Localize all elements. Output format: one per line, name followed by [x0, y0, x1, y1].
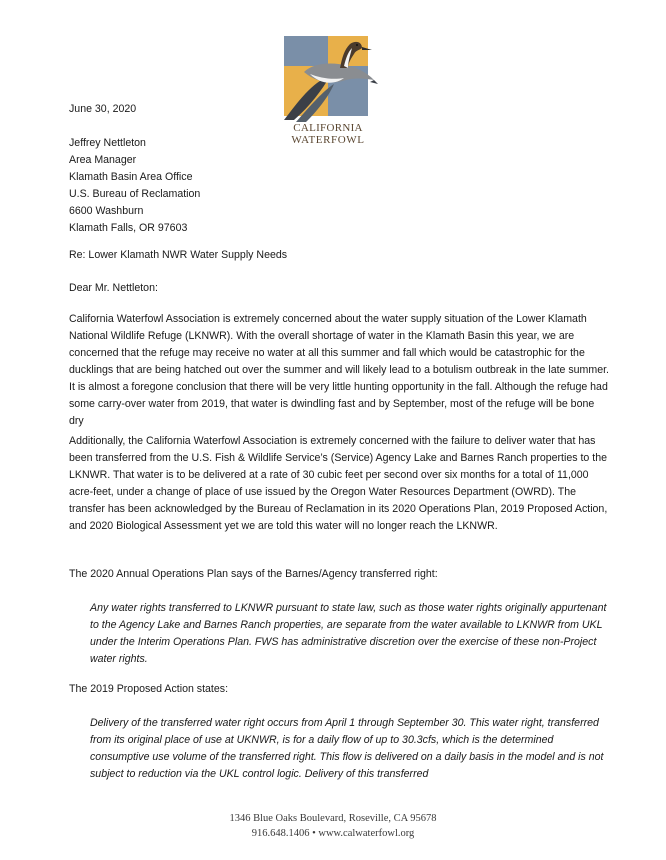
organization-logo	[270, 32, 380, 150]
logo-wordmark	[278, 122, 378, 146]
letterhead-footer	[0, 811, 666, 841]
recipient-address	[69, 135, 200, 237]
recipient-city: Klamath Falls, OR 97603	[69, 222, 188, 234]
recipient-office: Klamath Basin Area Office	[69, 171, 193, 183]
recipient-street: 6600 Washburn	[69, 205, 144, 217]
body-paragraph-3: The 2020 Annual Operations Plan says of the Barnes/Agency transferred right:	[69, 568, 438, 580]
logo-line-1: CALIFORNIA	[293, 122, 363, 134]
body-paragraph-4: The 2019 Proposed Action states:	[69, 683, 229, 695]
salutation: Dear Mr. Nettleton:	[69, 282, 158, 294]
logo-line-2: WATERFOWL	[291, 134, 365, 146]
recipient-agency: U.S. Bureau of Reclamation	[69, 188, 201, 200]
block-quote-1: Any water rights transferred to LKNWR pursuant to state law, such as those water rights originally appurtenant to the Agency Lake and Barnes Ranch properties, are separate from the water available to LKNWR from UKL under the Interim Operations Plan. FWS has administrative discretion over the exercise of these non-Project water rights.	[90, 602, 607, 665]
letter-date: June 30, 2020	[69, 103, 137, 115]
body-paragraph-1: California Waterfowl Association is extremely concerned about the water supply situation of the Lower Klamath National Wildlife Refuge (LKNWR). With the overall shortage of water in the Klamath Basin this year, we are concerned that the refuge may receive no water at all this summer and fall which would be catastrophic for the ducklings that are being hatched out over the summer and will likely lead to a botulism outbreak in the late summer. It is almost a foregone conclusion that there will be very little hunting opportunity in the fall. Although the refuge had some carry-over water from 2019, that water is dwindling fast and by September, most of the refuge will be bone dry	[69, 313, 609, 427]
block-quote-2: Delivery of the transferred water right occurs from April 1 through September 30. This water right, transferred from its original place of use at UKNWR, is for a daily flow of up to 30.3cfs, which is the determined consumptive use volume of the transferred right. This flow is delivered on a daily basis in the model and is not subject to reduction via the UKL control logic. Delivery of this transferred	[90, 717, 604, 780]
footer-address: 1346 Blue Oaks Boulevard, Roseville, CA 95678	[229, 813, 437, 824]
pintail-duck-logo-icon	[270, 32, 380, 124]
subject-line: Re: Lower Klamath NWR Water Supply Needs	[69, 249, 288, 261]
recipient-title: Area Manager	[69, 154, 137, 166]
footer-contact: 916.648.1406 • www.calwaterfowl.org	[251, 828, 415, 839]
recipient-name: Jeffrey Nettleton	[69, 137, 146, 149]
body-paragraph-2: Additionally, the California Waterfowl Association is extremely concerned with the failure to deliver water that has been transferred from the U.S. Fish & Wildlife Service’s (Service) Agency Lake and Barnes Ranch properties to the LKNWR. That water is to be delivered at a rate of 30 cubic feet per second over six months for a total of 11,000 acre-feet, under a change of place of use issued by the Oregon Water Resources Department (OWRD). The transfer has been acknowledged by the Bureau of Reclamation in its 2020 Operations Plan, 2019 Proposed Action, and 2020 Biological Assessment yet we are told this water will no longer reach the LKNWR.	[69, 435, 608, 532]
